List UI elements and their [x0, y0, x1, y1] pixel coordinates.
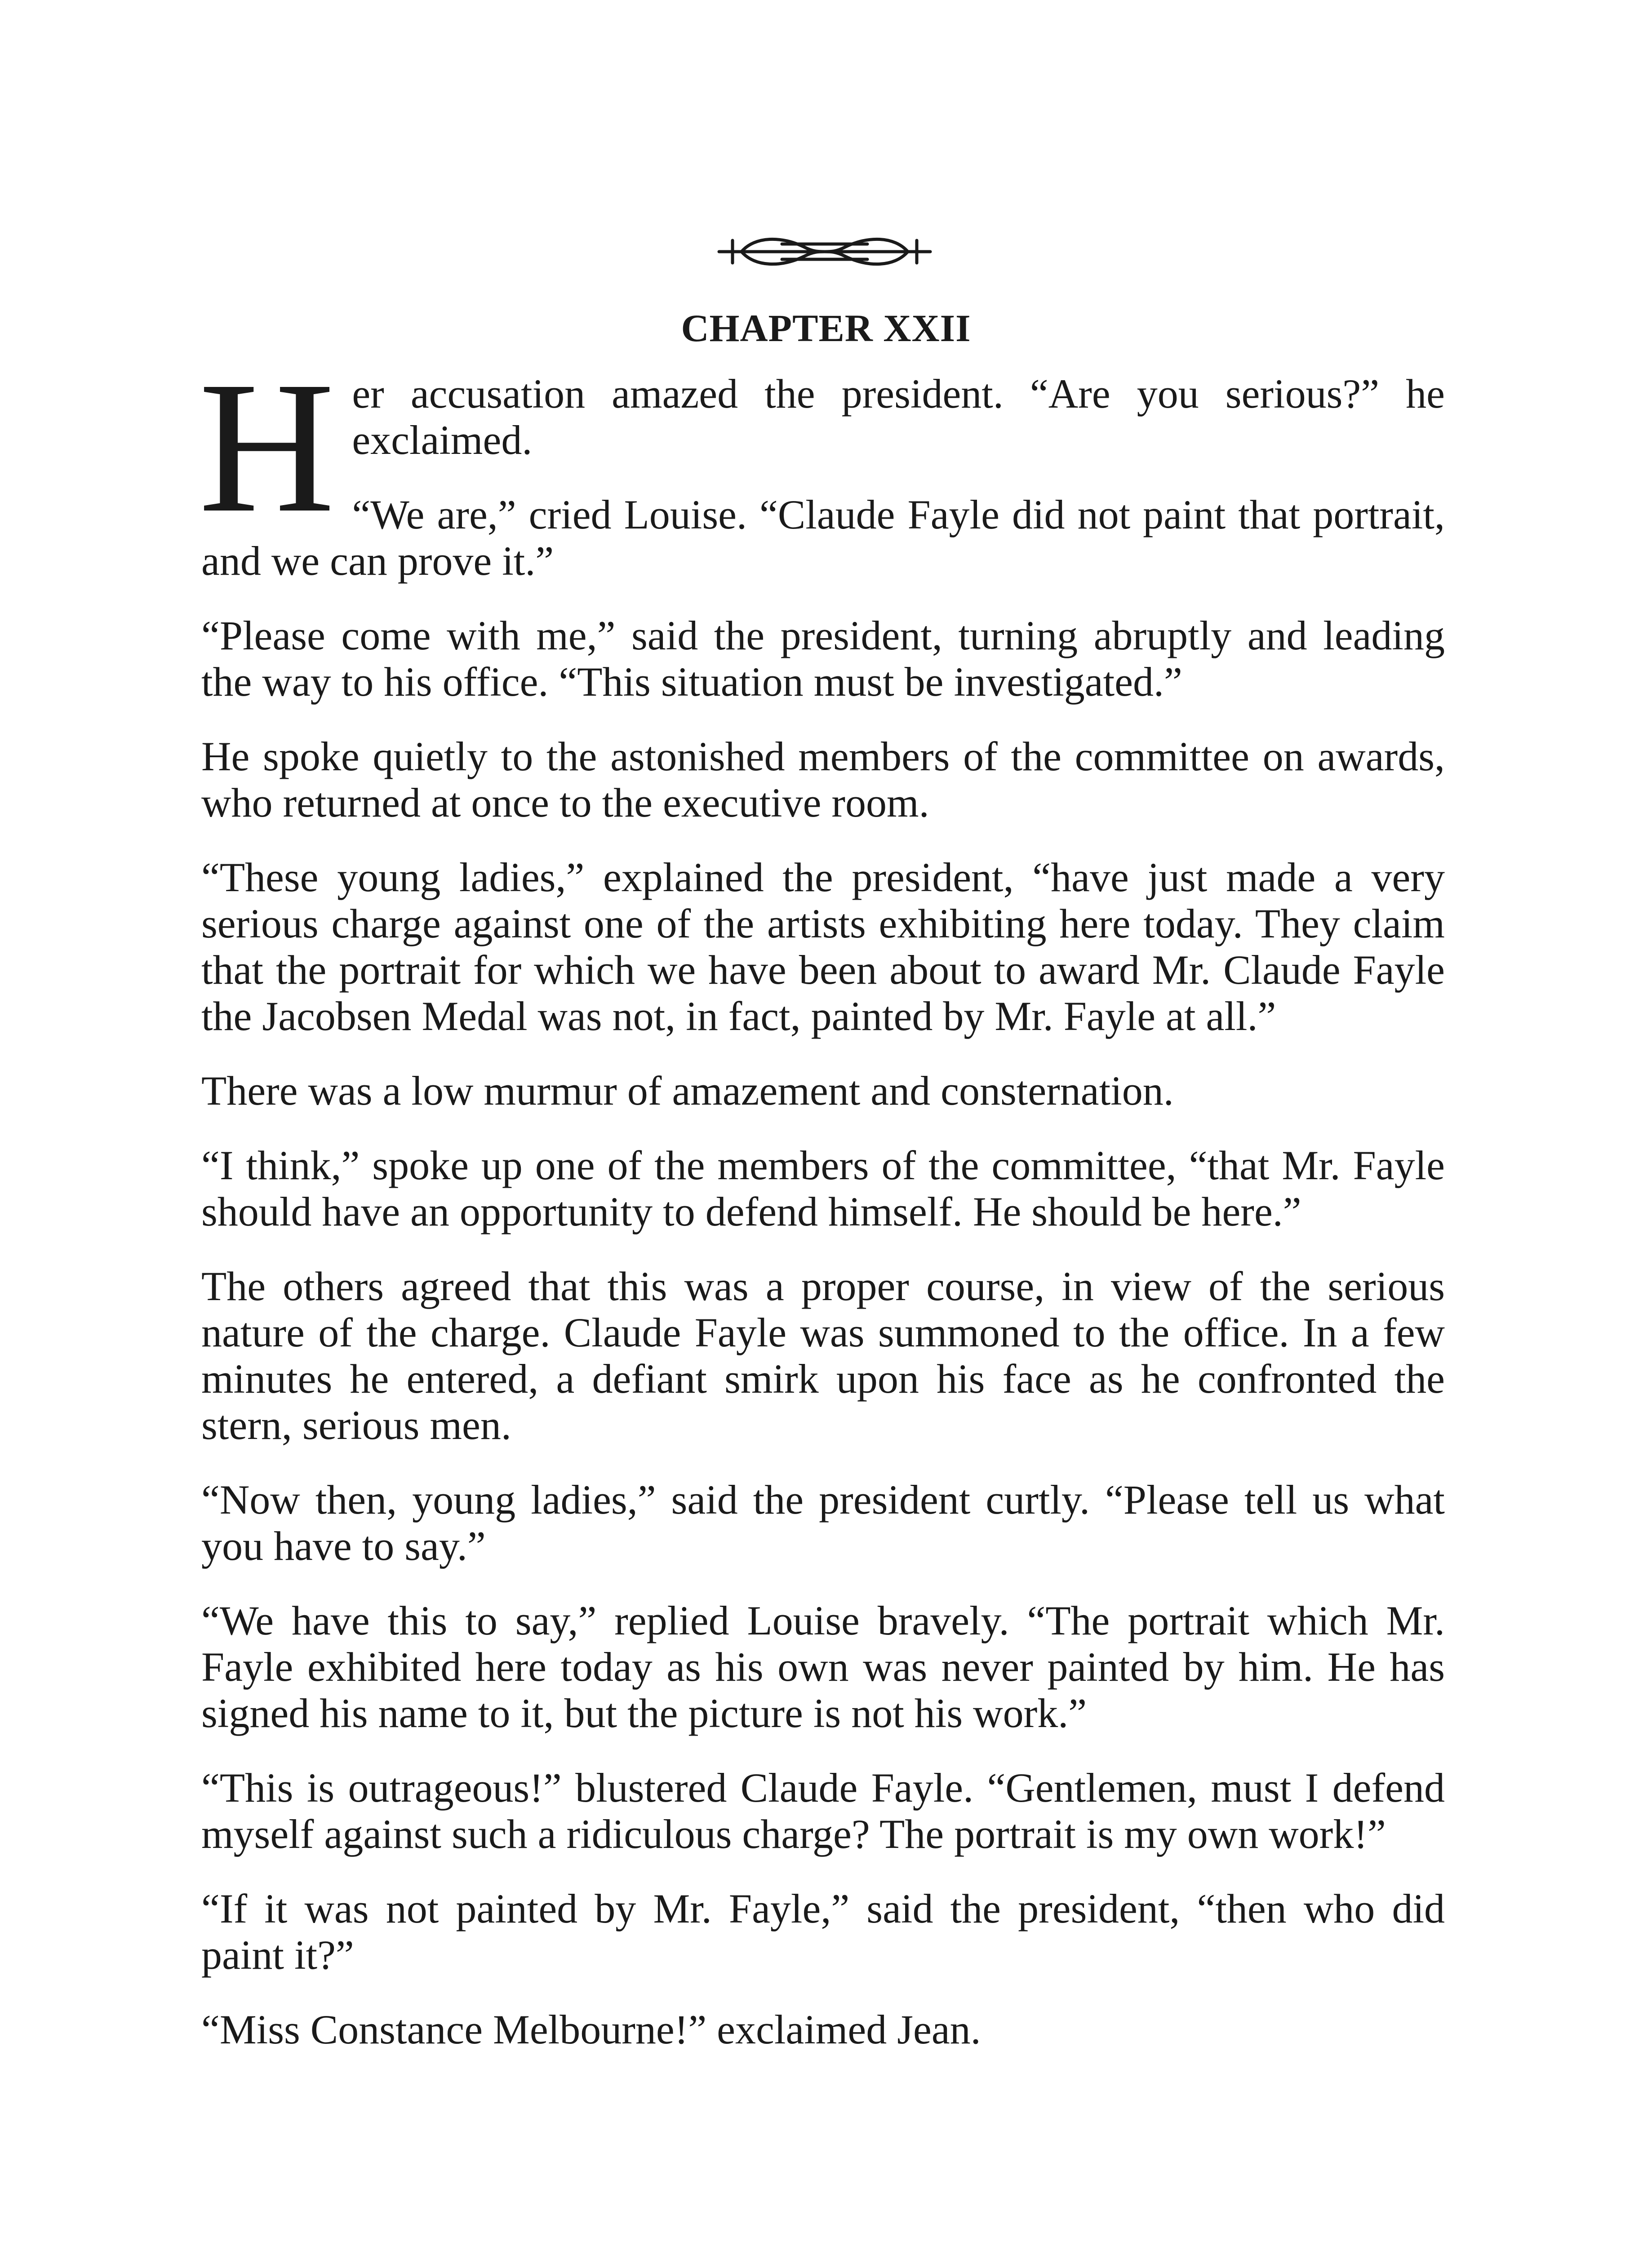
paragraph-2: “We are,” cried Louise. “Claude Fayle did not paint that portrait, and we can prove it.”	[201, 492, 1445, 584]
paragraph-3: “Please come with me,” said the president, turning abruptly and leading the way to his office. “This situation must be investigated.”	[201, 613, 1445, 705]
paragraph-7: “I think,” spoke up one of the members of the committee, “that Mr. Fayle should have an opportunity to defend himself. He should be here.”	[201, 1142, 1445, 1235]
chapter-body	[199, 342, 1445, 2081]
paragraph-10: “We have this to say,” replied Louise bravely. “The portrait which Mr. Fayle exhibited here today as his own was never painted by him. He has signed his name to it, but the picture is not his work.”	[201, 1598, 1445, 1736]
decorative-flourish-icon	[715, 227, 935, 276]
paragraph-12: “If it was not painted by Mr. Fayle,” said the president, “then who did paint it?”	[201, 1886, 1445, 1978]
paragraph-11: “This is outrageous!” blustered Claude Fayle. “Gentlemen, must I defend myself against such a ridiculous charge? The portrait is my own work!”	[201, 1765, 1445, 1857]
drop-cap: H	[199, 342, 335, 551]
paragraph-5: “These young ladies,” explained the president, “have just made a very serious charge against one of the artists exhibiting here today. They claim that the portrait for which we have been about to award Mr. Claude Fayle the Jacobsen Medal was not, in fact, painted by Mr. Fayle at all.”	[201, 854, 1445, 1039]
paragraph-6: There was a low murmur of amazement and consternation.	[201, 1068, 1174, 1114]
paragraph-1-text: er accusation amazed the president. “Are you serious?” he exclaimed.	[352, 371, 1445, 463]
paragraph-13: “Miss Constance Melbourne!” exclaimed Jean.	[201, 2007, 981, 2052]
paragraph-9: “Now then, young ladies,” said the president curtly. “Please tell us what you have to say.”	[201, 1477, 1445, 1569]
paragraph-8: The others agreed that this was a proper course, in view of the serious nature of the charge. Claude Fayle was summoned to the office. In a few minutes he entered, a defiant smirk upon his face as he confronted the stern, serious men.	[201, 1263, 1445, 1448]
chapter-title: CHAPTER XXII	[681, 306, 971, 350]
paragraph-4: He spoke quietly to the astonished members of the committee on awards, who returned at once to the executive room.	[201, 733, 1445, 826]
